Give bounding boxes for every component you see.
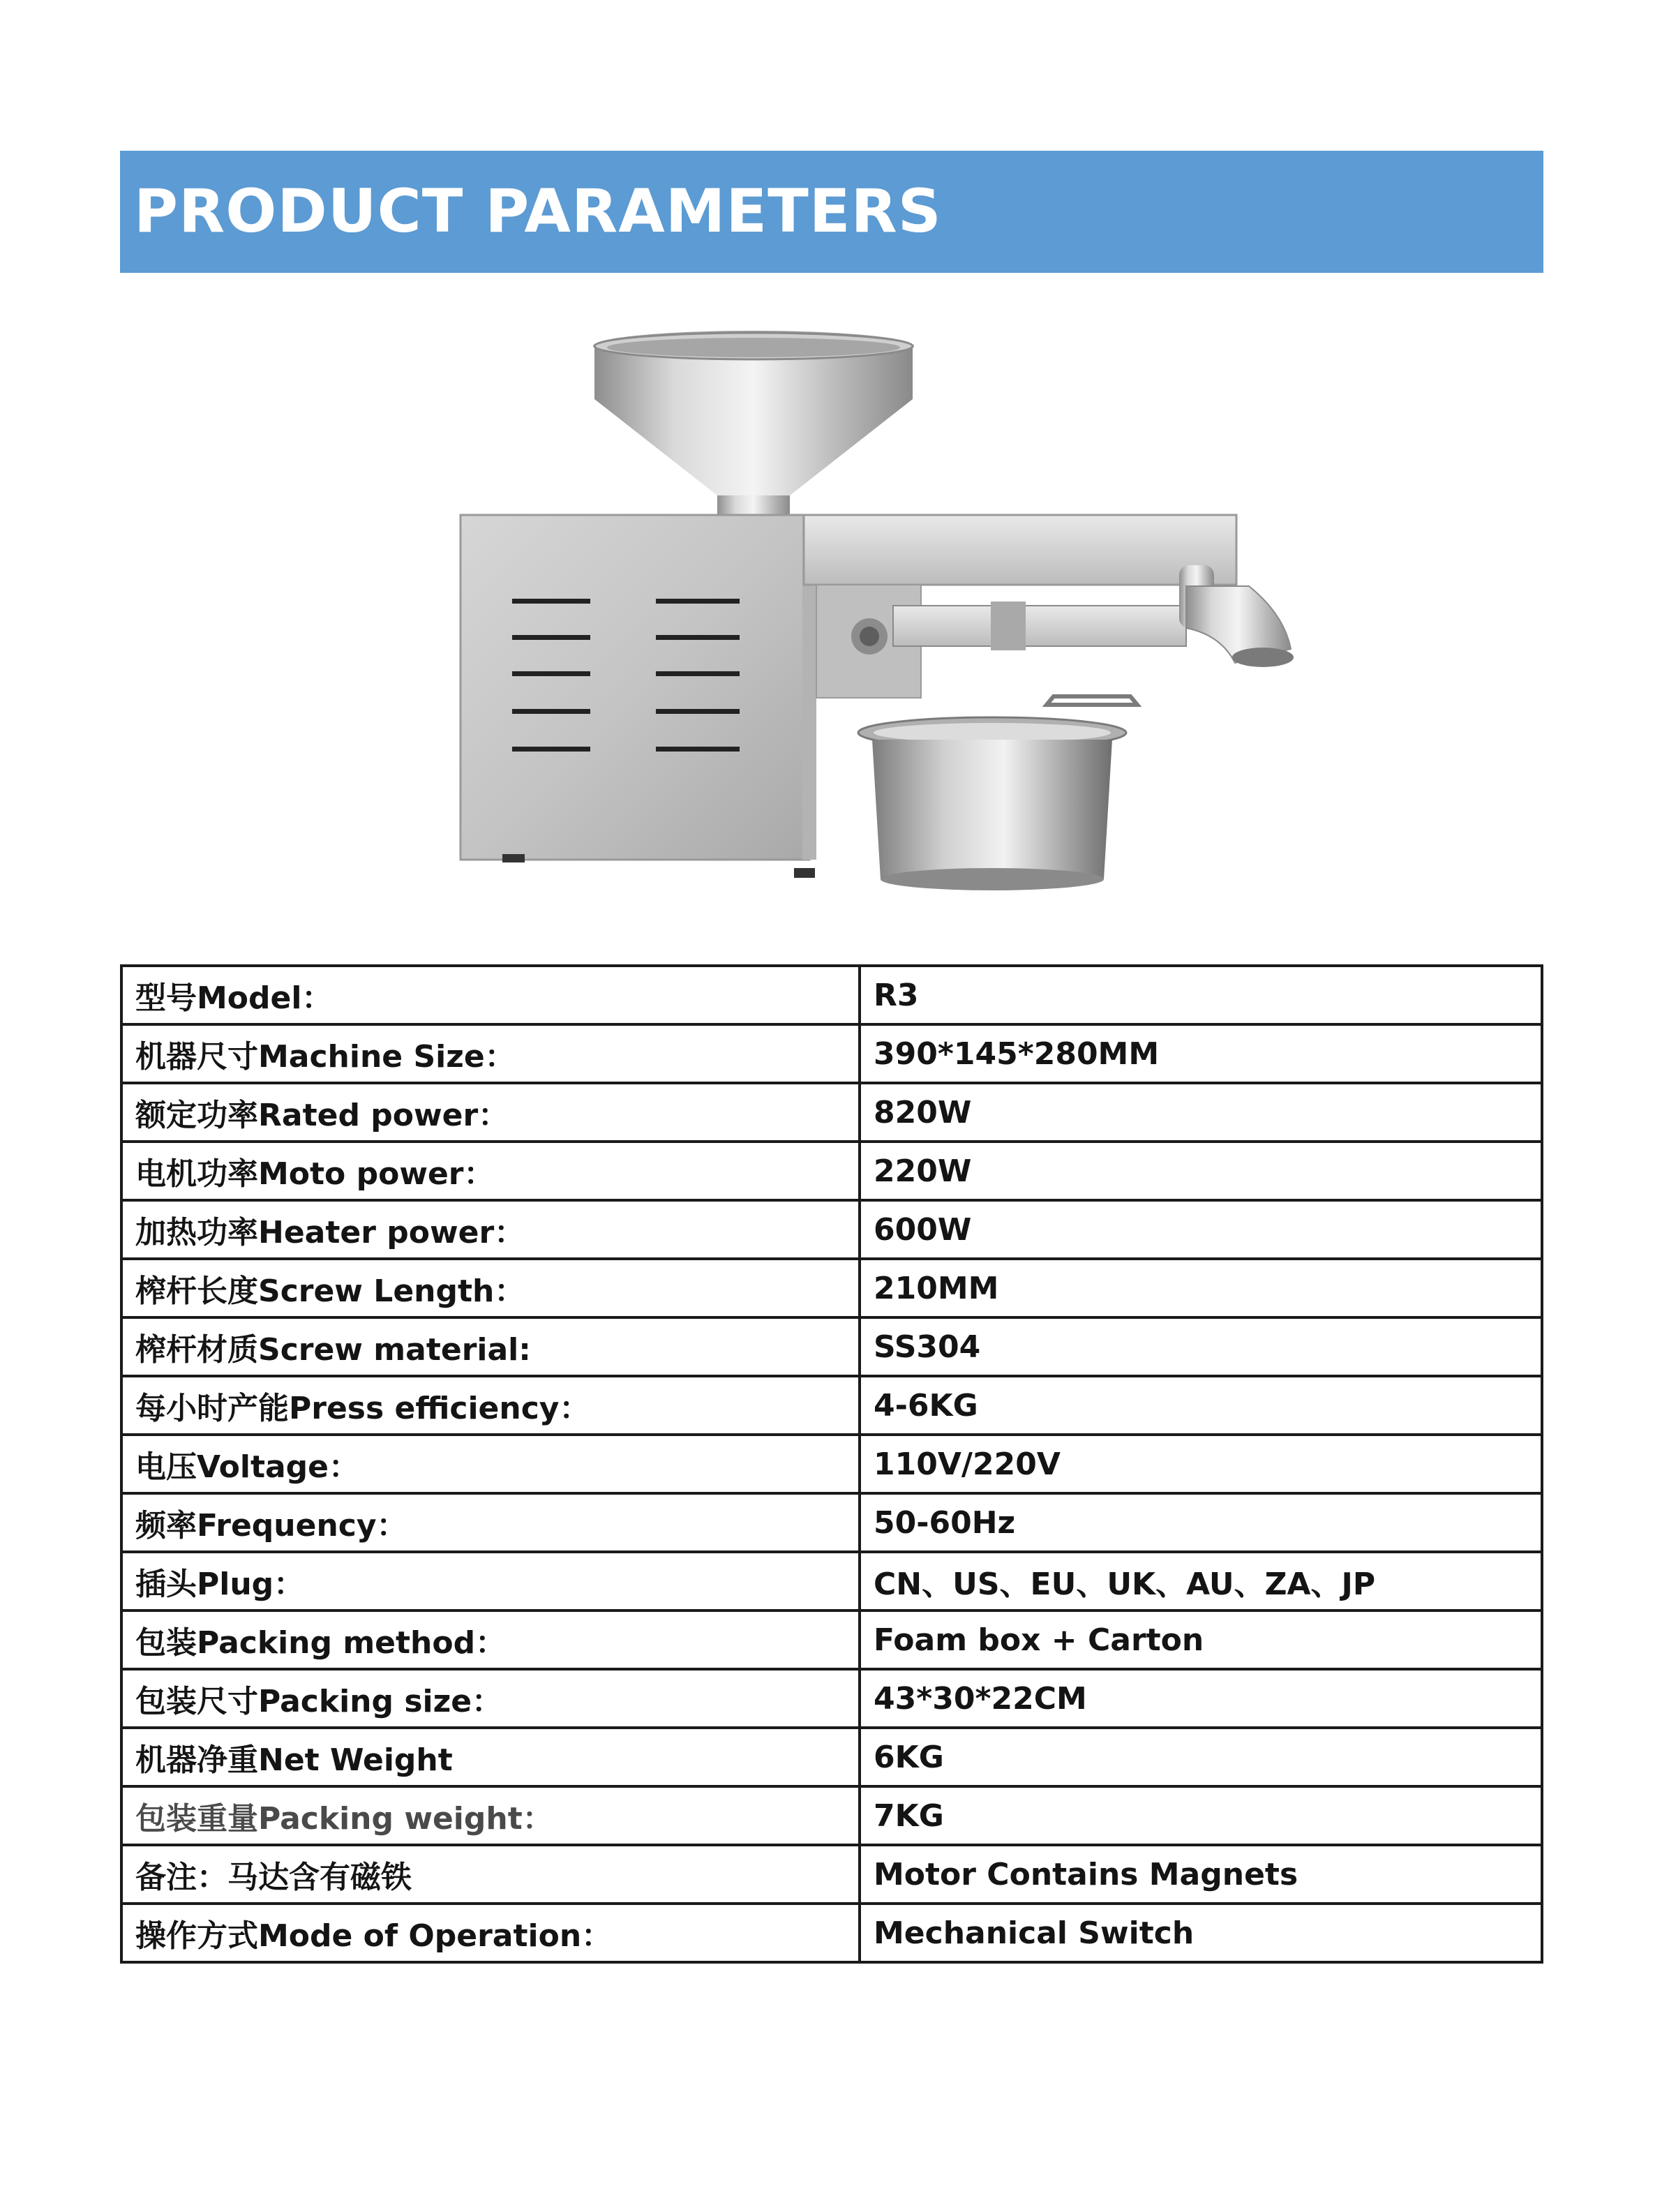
param-label: 电机功率Moto power： (121, 1142, 860, 1200)
header-bar (120, 151, 1543, 273)
param-value: 50-60Hz (860, 1493, 1542, 1552)
table-row (121, 1024, 1542, 1083)
param-label: 包装Packing method： (121, 1611, 860, 1669)
oil-press-machine-icon (447, 321, 1298, 900)
param-label: 电压Voltage： (121, 1435, 860, 1493)
param-value: R3 (860, 966, 1542, 1024)
param-label: 型号Model： (121, 966, 860, 1024)
param-label: 频率Frequency： (121, 1493, 860, 1552)
param-value: 43*30*22CM (860, 1669, 1542, 1728)
table-row (121, 1376, 1542, 1435)
param-label: 机器尺寸Machine Size： (121, 1024, 860, 1083)
param-label: 榨杆材质Screw material: (121, 1317, 860, 1376)
param-label: 额定功率Rated power： (121, 1083, 860, 1142)
table-row (121, 1083, 1542, 1142)
param-value: 820W (860, 1083, 1542, 1142)
parameters-table (120, 964, 1543, 1964)
table-row (121, 1200, 1542, 1259)
param-value: 210MM (860, 1259, 1542, 1317)
table-row (121, 1552, 1542, 1611)
table-row (121, 1493, 1542, 1552)
param-label: 榨杆长度Screw Length： (121, 1259, 860, 1317)
param-value: 390*145*280MM (860, 1024, 1542, 1083)
param-value: 4-6KG (860, 1376, 1542, 1435)
param-label: 每小时产能Press efficiency： (121, 1376, 860, 1435)
table-row (121, 1317, 1542, 1376)
param-value: SS304 (860, 1317, 1542, 1376)
param-label: 机器净重Net Weight (121, 1728, 860, 1786)
table-row (121, 1786, 1542, 1845)
param-label: 插头Plug： (121, 1552, 860, 1611)
table-row (121, 1142, 1542, 1200)
param-value: 7KG (860, 1786, 1542, 1845)
param-value: Motor Contains Magnets (860, 1845, 1542, 1904)
table-row (121, 1435, 1542, 1493)
param-label: 加热功率Heater power： (121, 1200, 860, 1259)
table-row (121, 1669, 1542, 1728)
table-row (121, 1845, 1542, 1904)
table-row (121, 1904, 1542, 1962)
param-label: 包装重量Packing weight： (121, 1786, 860, 1845)
param-value: Foam box + Carton (860, 1611, 1542, 1669)
param-label: 备注：马达含有磁铁 (121, 1845, 860, 1904)
param-value: 600W (860, 1200, 1542, 1259)
param-value: Mechanical Switch (860, 1904, 1542, 1962)
param-value: 6KG (860, 1728, 1542, 1786)
param-value: CN、US、EU、UK、AU、ZA、JP (860, 1552, 1542, 1611)
page-title: PRODUCT PARAMETERS (134, 177, 942, 246)
param-label: 操作方式Mode of Operation： (121, 1904, 860, 1962)
param-value: 110V/220V (860, 1435, 1542, 1493)
table-row (121, 1728, 1542, 1786)
table-row (121, 966, 1542, 1024)
param-value: 220W (860, 1142, 1542, 1200)
table-row (121, 1259, 1542, 1317)
param-label: 包装尺寸Packing size： (121, 1669, 860, 1728)
table-row (121, 1611, 1542, 1669)
